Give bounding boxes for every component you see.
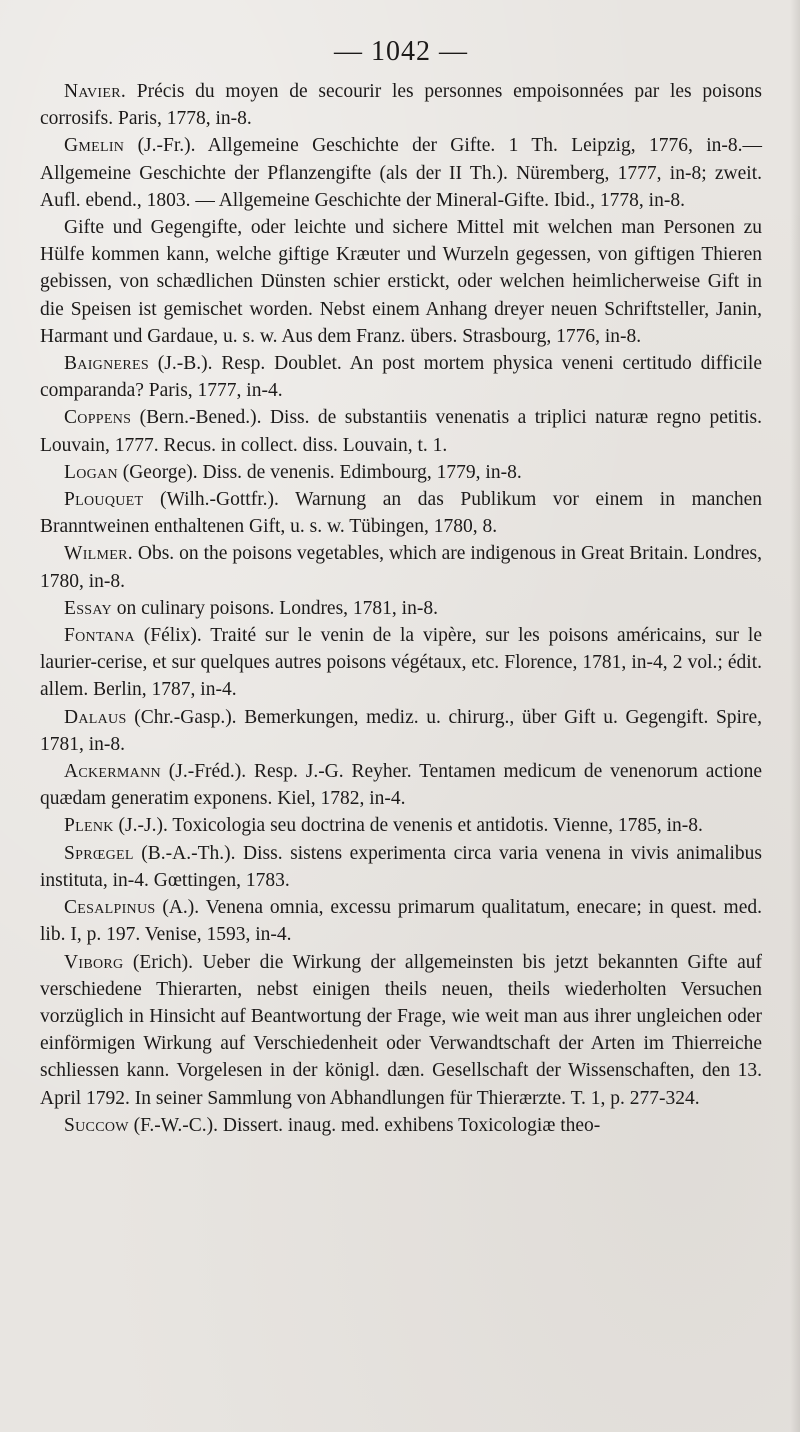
entry-text: on culinary poisons. Londres, 1781, in-8. bbox=[111, 597, 438, 619]
entry-text: (George). Diss. de venenis. Edimbourg, 1779, in-8. bbox=[117, 461, 522, 483]
entry-author: Logan bbox=[64, 461, 118, 483]
entry-text: Gifte und Gegengifte, oder leichte und sichere Mittel mit welchen man Personen zu Hülfe kommen kann, welche giftige Kræuter und Wurzeln gegessen, von giftigen Thieren gebissen, von schædlichen Dünsten schier erstickt, oder welchen heimlicherweise Gift in die Speisen ist gemischet worden. Nebst einem Anhang dreyer neuen Schriftsteller, Janin, Harmant und Gardaue, u. s. w. Aus dem Franz. übers. Strasbourg, 1776, in-8. bbox=[40, 217, 762, 347]
entry-author: Sprœgel bbox=[64, 842, 134, 864]
bibliography-entry bbox=[40, 704, 762, 758]
bibliography-entry bbox=[40, 78, 762, 132]
entry-text: Précis du moyen de secourir les personnes empoisonnées par les poisons corrosifs. Paris, 1778, in-8. bbox=[40, 81, 762, 130]
entry-author: Plouquet bbox=[64, 489, 144, 511]
entry-author: Navier. bbox=[64, 81, 127, 102]
entry-author: Succow bbox=[64, 1114, 129, 1136]
entry-text: (Wilh.-Gottfr.). Warnung an das Publikum vor einem in manchen Branntweinen enthaltenen Gift, u. s. w. Tübingen, 1780, 8. bbox=[40, 489, 762, 538]
entry-author: Gmelin bbox=[64, 135, 125, 157]
bibliography-entry bbox=[40, 1112, 762, 1139]
entry-author: Wilmer. bbox=[64, 543, 133, 565]
entry-author: Plenk bbox=[64, 815, 114, 837]
entry-author: Coppens bbox=[64, 407, 132, 429]
bibliography-entry bbox=[40, 812, 762, 839]
bibliography-entry bbox=[40, 404, 762, 458]
bibliography-entry bbox=[40, 214, 762, 350]
entry-author: Cesalpinus bbox=[64, 897, 156, 919]
entry-text: (Félix). Traité sur le venin de la vipère, sur les poisons américains, sur le laurier-cerise, et sur quelques autres poisons végétaux, etc. Florence, 1781, in-4, 2 vol.; édit. allem. Berlin, 1787, in-4. bbox=[40, 625, 762, 701]
entry-text: (J.-Fréd.). Resp. J.-G. Reyher. Tentamen medicum de venenorum actione quædam generatim exponens. Kiel, 1782, in-4. bbox=[40, 761, 762, 810]
entry-author: Viborg bbox=[64, 951, 124, 973]
bibliography-entry bbox=[40, 758, 762, 812]
entry-author: Ackermann bbox=[64, 761, 161, 783]
bibliography-entry bbox=[40, 132, 762, 214]
entry-text: (Erich). Ueber die Wirkung der allgemeinsten bis jetzt bekannten Gifte auf verschiedene Thierarten, nebst einigen theils neuen, theils wiederholten Versuchen vorzüglich in Hinsicht auf Beantwortung der Frage, wie weit man aus ihrer ungleichen oder einförmigen Wirkung auf Verschiedenheit oder Verwandtschaft der Arten im Thierreiche schliessen kann. Vorgelesen in der königl. dæn. Gesellschaft der Wissenschaften, den 13. April 1792. In seiner Sammlung von Abhandlungen für Thierærzte. T. 1, p. 277-324. bbox=[40, 951, 762, 1109]
entry-text: (A.). Venena omnia, excessu primarum qualitatum, enecare; in quest. med. lib. I, p. 197. Venise, 1593, in-4. bbox=[40, 897, 762, 946]
entry-author: Essay bbox=[64, 597, 112, 619]
entry-author: Dalaus bbox=[64, 706, 127, 728]
entry-text: (Chr.-Gasp.). Bemerkungen, mediz. u. chirurg., über Gift u. Gegengift. Spire, 1781, in-8. bbox=[40, 706, 762, 755]
bibliography-entry bbox=[40, 840, 762, 894]
bibliography-entry bbox=[40, 540, 762, 594]
bibliography-entry bbox=[40, 486, 762, 540]
page-number: — 1042 — bbox=[334, 36, 468, 67]
entry-text: (B.-A.-Th.). Diss. sistens experimenta circa varia venena in vivis animalibus instituta, in-4. Gœttingen, 1783. bbox=[40, 842, 762, 891]
bibliography-entry bbox=[40, 894, 762, 948]
entry-author: Baigneres bbox=[64, 353, 149, 375]
scan-edge-shadow bbox=[790, 0, 800, 1432]
bibliography-entry bbox=[40, 949, 762, 1112]
entry-text: (F.-W.-C.). Dissert. inaug. med. exhibens Toxicologiæ theo- bbox=[128, 1114, 601, 1136]
bibliography-entry bbox=[40, 595, 762, 622]
entry-text: (J.-J.). Toxicologia seu doctrina de venenis et antidotis. Vienne, 1785, in-8. bbox=[113, 815, 703, 837]
entry-text: (J.-Fr.). Allgemeine Geschichte der Gifte. 1 Th. Leipzig, 1776, in-8.— Allgemeine Geschichte der Pflanzengifte (als der II Th.). Nüremberg, 1777, in-8; zweit. Aufl. ebend., 1803. — Allgemeine Geschichte der Mineral-Gifte. Ibid., 1778, in-8. bbox=[40, 135, 762, 211]
entry-author: Fontana bbox=[64, 625, 135, 647]
entry-text: Obs. on the poisons vegetables, which are indigenous in Great Britain. Londres, 1780, in-8. bbox=[40, 543, 762, 592]
bibliography-entry bbox=[40, 459, 762, 486]
entry-text: (J.-B.). Resp. Doublet. An post mortem physica veneni certitudo difficile comparanda? Paris, 1777, in-4. bbox=[40, 353, 762, 402]
bibliography-list bbox=[40, 78, 762, 1139]
bibliography-entry bbox=[40, 622, 762, 704]
bibliography-entry bbox=[40, 350, 762, 404]
entry-text: (Bern.-Bened.). Diss. de substantiis venenatis a triplici naturæ regno petitis. Louvain, 1777. Recus. in collect. diss. Louvain, t. 1. bbox=[40, 407, 762, 456]
